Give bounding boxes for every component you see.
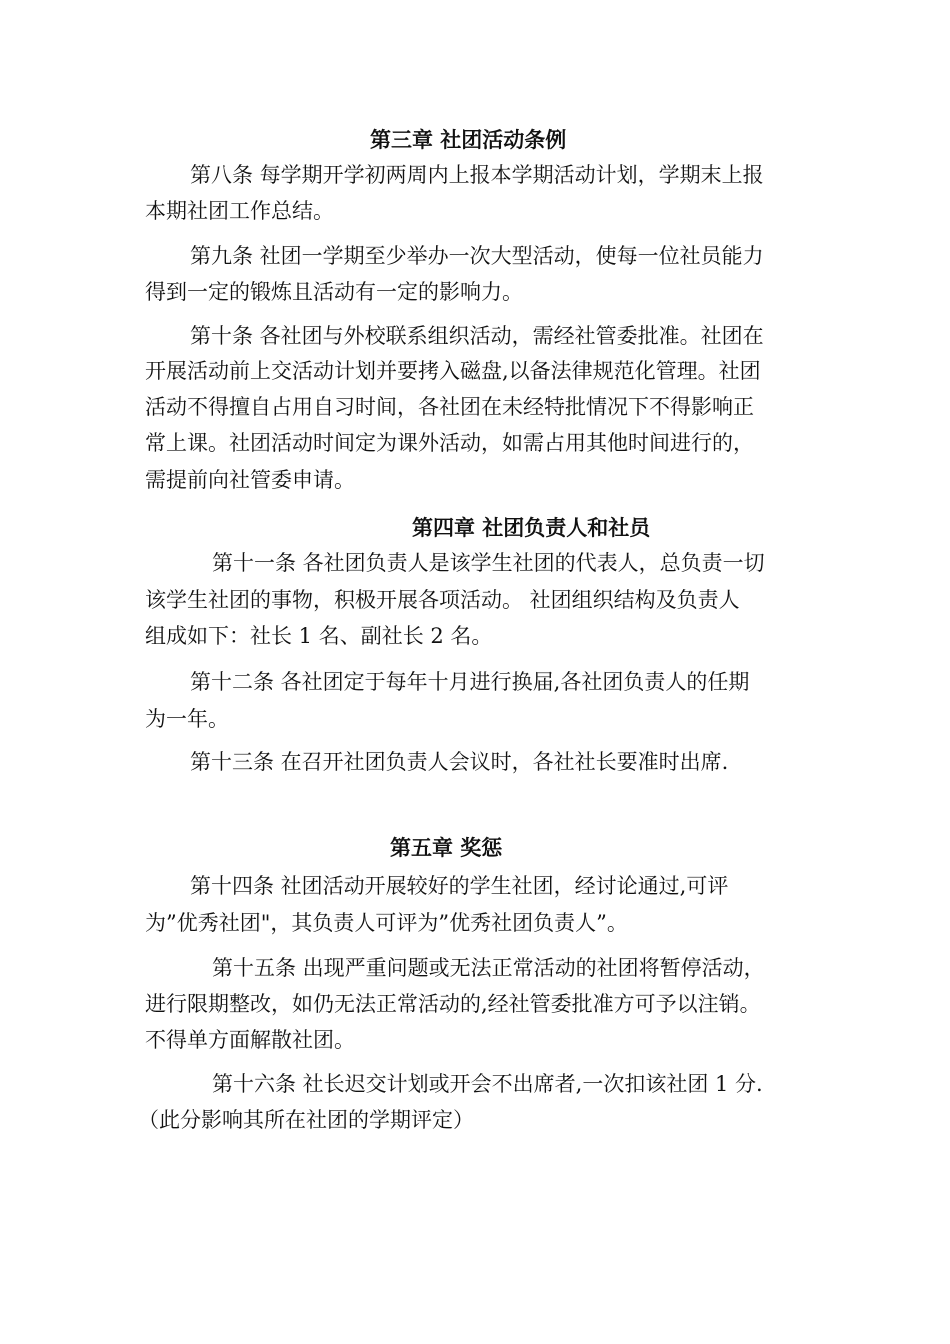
article-12-line-1: 第十二条 各社团定于每年十月进行换届,各社团负责人的任期: [190, 670, 750, 694]
article-11-line-2: 该学生社团的事物，积极开展各项活动。 社团组织结构及负责人: [145, 588, 740, 612]
chapter-5-heading: 第五章 奖惩: [390, 835, 503, 860]
article-9-line-1: 第九条 社团一学期至少举办一次大型活动，使每一位社员能力: [190, 244, 764, 268]
article-10-line-5: 需提前向社管委申请。: [145, 468, 355, 492]
article-10-line-4: 常上课。社团活动时间定为课外活动，如需占用其他时间进行的，: [145, 431, 754, 455]
article-16-line-2: （此分影响其所在社团的学期评定）: [138, 1108, 474, 1132]
article-15-line-2: 进行限期整改，如仍无法正常活动的,经社管委批准方可予以注销。: [145, 992, 761, 1016]
article-14-line-2: 为”优秀社团"，其负责人可评为”优秀社团负责人”。: [145, 911, 628, 935]
article-10-line-1: 第十条 各社团与外校联系组织活动，需经社管委批准。社团在: [190, 324, 764, 348]
article-10-line-2: 开展活动前上交活动计划并要拷入磁盘,以备法律规范化管理。社团: [145, 359, 761, 383]
article-11-line-1: 第十一条 各社团负责人是该学生社团的代表人，总负责一切: [212, 551, 765, 575]
article-15-line-3: 不得单方面解散社团。: [145, 1028, 355, 1052]
article-15-line-1: 第十五条 出现严重问题或无法正常活动的社团将暂停活动，: [212, 956, 765, 980]
article-9-line-2: 得到一定的锻炼且活动有一定的影响力。: [145, 280, 523, 304]
article-16-line-1: 第十六条 社长迟交计划或开会不出席者,一次扣该社团 1 分.: [212, 1072, 763, 1096]
article-14-line-1: 第十四条 社团活动开展较好的学生社团，经讨论通过,可评: [190, 874, 729, 898]
article-13-line-1: 第十三条 在召开社团负责人会议时，各社社长要准时出席.: [190, 750, 729, 774]
article-12-line-2: 为一年。: [145, 707, 229, 731]
article-10-line-3: 活动不得擅自占用自习时间，各社团在未经特批情况下不得影响正: [145, 395, 754, 419]
chapter-4-heading: 第四章 社团负责人和社员: [412, 515, 651, 540]
article-11-line-3: 组成如下：社长 1 名、副社长 2 名。: [145, 624, 493, 648]
article-8-line-1: 第八条 每学期开学初两周内上报本学期活动计划，学期末上报: [190, 163, 764, 187]
article-8-line-2: 本期社团工作总结。: [145, 199, 334, 223]
chapter-3-heading: 第三章 社团活动条例: [370, 127, 567, 152]
